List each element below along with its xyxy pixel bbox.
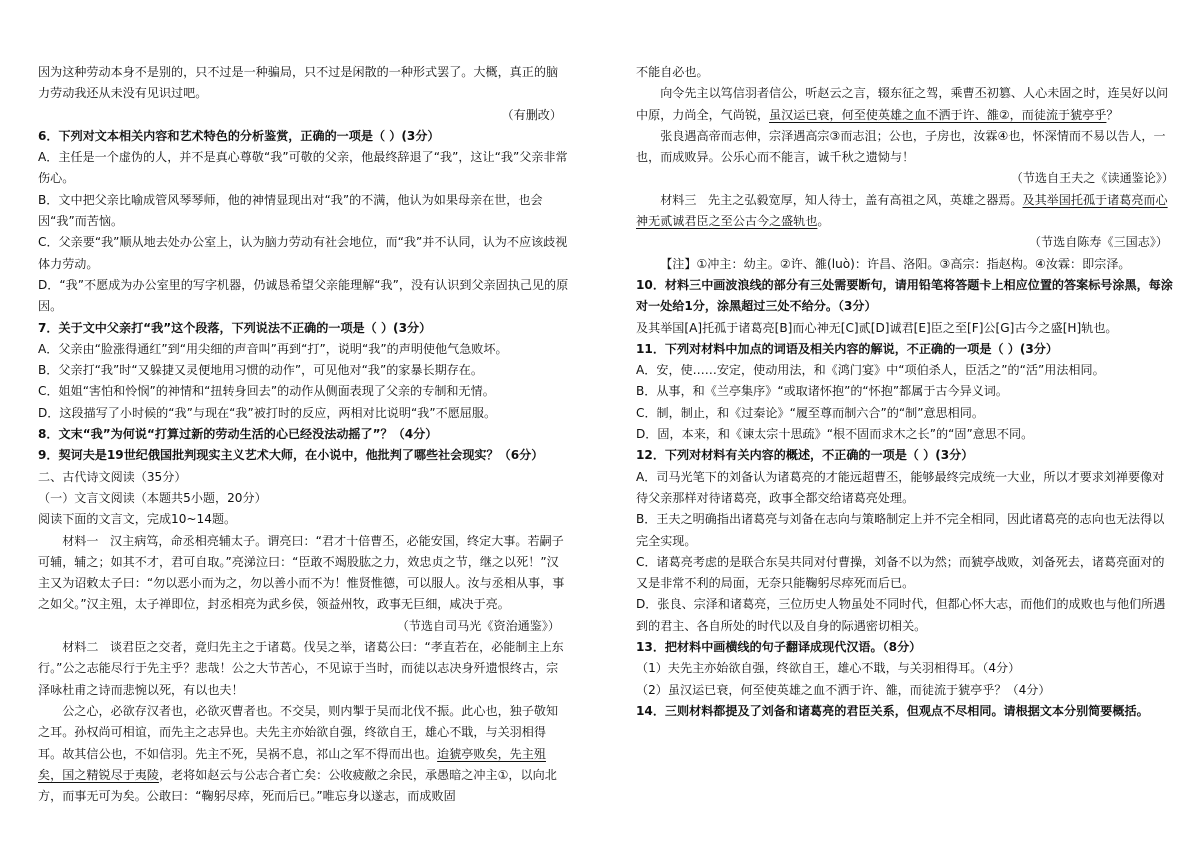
q12-option-b: B．王夫之明确指出诸葛亮与刘备在志向与策略制定上并不完全相同，因此诸葛亮的志向也无法得以完全实现。 <box>636 512 1165 548</box>
material-2-para-1 <box>38 637 570 701</box>
material-2-text: 谈君臣之交者，竟归先主之于诸葛。伐吴之举，诸葛公曰：“孝直若在，必能制主上东行。”公之志能尽行于先主乎？悲哉！公之大节苦心，不见谅于当时，而徒以志决身歼遗恨终古，宗泽咏杜甫之诗而悲惋以死，有以也夫！ <box>38 640 564 697</box>
question-8: 8．文末“我”为何说“打算过新的劳动生活的心已经没法动摇了”？（4分） <box>38 427 438 442</box>
material-1-text: 汉主病笃，命丞相亮辅太子。谓亮曰：“君才十倍曹丕，必能安国，终定大事。若嗣子可辅，辅之；如其不才，君可自取。”亮涕泣曰：“臣敢不竭股肱之力，效忠贞之节，继之以死！”汉主又为诏敕太子曰：“勿以恶小而为之，勿以善小而不为！惟贤惟德，可以服人。汝与丞相从事，事之如父。”汉主殂，太子禅即位，封丞相亮为武乡侯，领益州牧，政事无巨细，咸决于亮。 <box>38 533 565 612</box>
q6-option-c: C．父亲要“我”顺从地去处办公室上，认为脑力劳动有社会地位，而“我”并不认同，认为不应该歧视体力劳动。 <box>38 235 568 271</box>
q7-stem: 7．关于文中父亲打“我”这个段落，下列说法不正确的一项是（ ）(3分） <box>38 320 432 335</box>
annotation-note: 【注】①冲主：幼主。②许、雒(luò)：许昌、洛阳。③高宗：指赵构。④汝霖：即宗泽。 <box>660 256 1131 271</box>
source-note: （有删改） <box>501 107 562 122</box>
q12-option-a: A．司马光笔下的刘备认为诸葛亮的才能远超曹丕，能够最终完成统一大业，所以才要求刘禅要像对待父亲那样对待诸葛亮，政事全都交给诸葛亮处理。 <box>636 469 1165 505</box>
q11-option-c: C．制，制止，和《过秦论》“履至尊而制六合”的“制”意思相同。 <box>636 405 984 420</box>
q12-option-d: D．张良、宗泽和诸葛亮，三位历史人物虽处不同时代，但都心怀大志，而他们的成败也与他们所遇到的君主、各自所处的时代以及自身的际遇密切相关。 <box>636 597 1166 633</box>
material-1-label: 材料一 <box>62 533 99 548</box>
question-10: 10．材料三中画波浪线的部分有三处需要断句，请用铅笔将答题卡上相应位置的答案标号涂黑，每涂对一处给1分，涂黑超过三处不给分。（3分） <box>636 277 1173 314</box>
q7-option-b: B．父亲打“我”时“又躲捷又灵便地用习惯的动作”，可见他对“我”的家暴长期存在。 <box>38 363 483 378</box>
material-2-para-4: 张良遇高帝而志伸，宗泽遇高宗③而志沮；公也，子房也，汝霖④也，怀深情而不易以告人，一也，而成败异。公乐心而不能言，诚千秋之遗恸与！ <box>636 128 1166 165</box>
underlined-sentence-right: 虽汉运已衰，何至使英雄之血不洒于许、雒②，而徒流于猇亭乎 <box>769 107 1107 122</box>
question-9: 9．契诃夫是19世纪俄国批判现实主义艺术大师，在小说中，他批判了哪些社会现实？（6分） <box>38 448 544 463</box>
question-14: 14．三则材料都提及了刘备和诸葛亮的君臣关系，但观点不尽相同。请根据文本分别简要概括。 <box>636 703 1149 718</box>
q7-option-c: C．姐姐“害怕和怜悯”的神情和“扭转身回去”的动作从侧面表现了父亲的专制和无情。 <box>38 384 495 399</box>
material-3-label: 材料三 <box>660 192 697 207</box>
material-3-source: （节选自陈寿《三国志》） <box>1028 235 1168 250</box>
question-12 <box>636 445 1174 637</box>
q12-stem: 12．下列对材料有关内容的概述，不正确的一项是（ ）(3分） <box>636 448 974 463</box>
q11-option-b: B．从事，和《兰亭集序》“或取诸怀抱”的“怀抱”都属于古今异义词。 <box>636 384 1008 399</box>
material-2-continued: 不能自必也。 <box>636 65 709 79</box>
question-11 <box>636 339 1174 445</box>
story-ending: 因为这种劳动本身不是别的，只不过是一种骗局，只不过是闲散的一种形式罢了。大概，真正的脑力劳动我还从未没有见识过吧。 <box>38 65 559 101</box>
wavy-underlined-sentence: 及其举国托孤于诸葛亮而心神无贰诚君臣之至公古今之盛轨也 <box>636 192 1168 229</box>
q11-option-a: A．安，使……安定，使动用法，和《鸿门宴》中“项伯杀人，臣活之”的“活”用法相同。 <box>636 363 1105 378</box>
material-2-source: （节选自王夫之《读通鉴论》） <box>1010 171 1174 186</box>
left-column <box>38 62 570 807</box>
q11-option-d: D．固，本来，和《谏太宗十思疏》“根不固而求木之长”的“固”意思不同。 <box>636 427 1034 442</box>
subsection-heading: （一）文言文阅读（本题共5小题，20分） <box>38 490 267 505</box>
q11-stem: 11．下列对材料中加点的词语及相关内容的解说，不正确的一项是（ ）(3分） <box>636 341 1058 356</box>
question-7 <box>38 318 570 424</box>
section-heading: 二、古代诗文阅读（35分） <box>38 469 187 484</box>
q10-sentence: 及其举国[A]托孤于诸葛亮[B]而心神无[C]贰[D]诚君[E]臣之至[F]公[G]古今之盛[H]轨也。 <box>636 320 1118 335</box>
material-1 <box>38 531 570 616</box>
material-2-label: 材料二 <box>62 640 99 655</box>
material-1-source: （节选自司马光《资治通鉴》） <box>396 618 560 633</box>
material-2-para-3: 向令先主以笃信羽者信公，听赵云之言，辍东征之驾，乘曹丕初篡、人心未固之时，连吴好以问中原，力尚全，气尚锐，虽汉运已衰，何至使英雄之血不洒于许、雒②，而徒流于猇亭乎？ <box>636 86 1169 122</box>
material-3: 材料三 先主之弘毅宽厚，知人待士，盖有高祖之风，英雄之器焉。及其举国托孤于诸葛亮而心神无贰诚君臣之至公古今之盛轨也。 <box>636 192 1168 229</box>
q13-item-1: （1）夫先主亦始欲自强，终欲自王，雄心不戢，与关羽相得耳。（4分） <box>636 661 1021 676</box>
question-6 <box>38 126 570 318</box>
q13-item-2: （2）虽汉运已衰，何至使英雄之血不洒于许、雒，而徒流于猇亭乎？（4分） <box>636 682 1051 697</box>
q6-option-a: A．主任是一个虚伪的人，并不是真心尊敬“我”可敬的父亲，他最终辞退了“我”，这让“我”父亲非常伤心。 <box>38 150 568 186</box>
underlined-sentence-left: 迨猇亭败矣，先主殂矣，国之精锐尽于夷陵 <box>38 746 546 782</box>
reading-instruction: 阅读下面的文言文，完成10~14题。 <box>38 512 237 527</box>
right-column <box>636 62 1174 722</box>
q7-option-a: A．父亲由“脸涨得通红”到“用尖细的声音叫”再到“打”，说明“我”的声明使他气急败坏。 <box>38 341 508 356</box>
q6-option-b: B．文中把父亲比喻成管风琴琴师，他的神情显现出对“我”的不满，他认为如果母亲在世，也会因“我”而苦恼。 <box>38 192 543 229</box>
question-13: 13．把材料中画横线的句子翻译成现代汉语。（8分） <box>636 640 922 655</box>
q7-option-d: D．这段描写了小时候的“我”与现在“我”被打时的反应，两相对比说明“我”不愿屈服。 <box>38 405 497 420</box>
q6-stem: 6．下列对文本相关内容和艺术特色的分析鉴赏，正确的一项是（ ）(3分） <box>38 128 440 143</box>
q12-option-c: C．诸葛亮考虑的是联合东吴共同对付曹操，刘备不以为然；而猇亭战败，刘备死去，诸葛亮面对的又是非常不利的局面，无奈只能鞠躬尽瘁死而后已。 <box>636 554 1165 591</box>
q6-option-d: D．“我”不愿成为办公室里的写字机器，仍诚恳希望父亲能理解“我”，没有认识到父亲固执己见的原因。 <box>38 277 569 314</box>
material-2-para-2: 公之心，必欲存汉者也，必欲灭曹者也。不交吴，则内掣于吴而北伐不振。此心也，独子敬知之耳。孙权尚可相谊，而先主之志异也。夫先主亦始欲自强，终欲自王，雄心不戢，与关羽相得耳。故其信公也，不如信羽。先主不死，吴祸不息，祁山之军不得而出也。迨猇亭败矣，先主殂矣，国之精锐尽于夷陵，老将如赵云与公志合者亡矣：公收疲敝之余民，承愚暗之冲主①，以向北方，而事无可为矣。公敢曰：“鞠躬尽瘁，死而后已。”唯忘身以遂志，而成败固 <box>38 703 559 804</box>
